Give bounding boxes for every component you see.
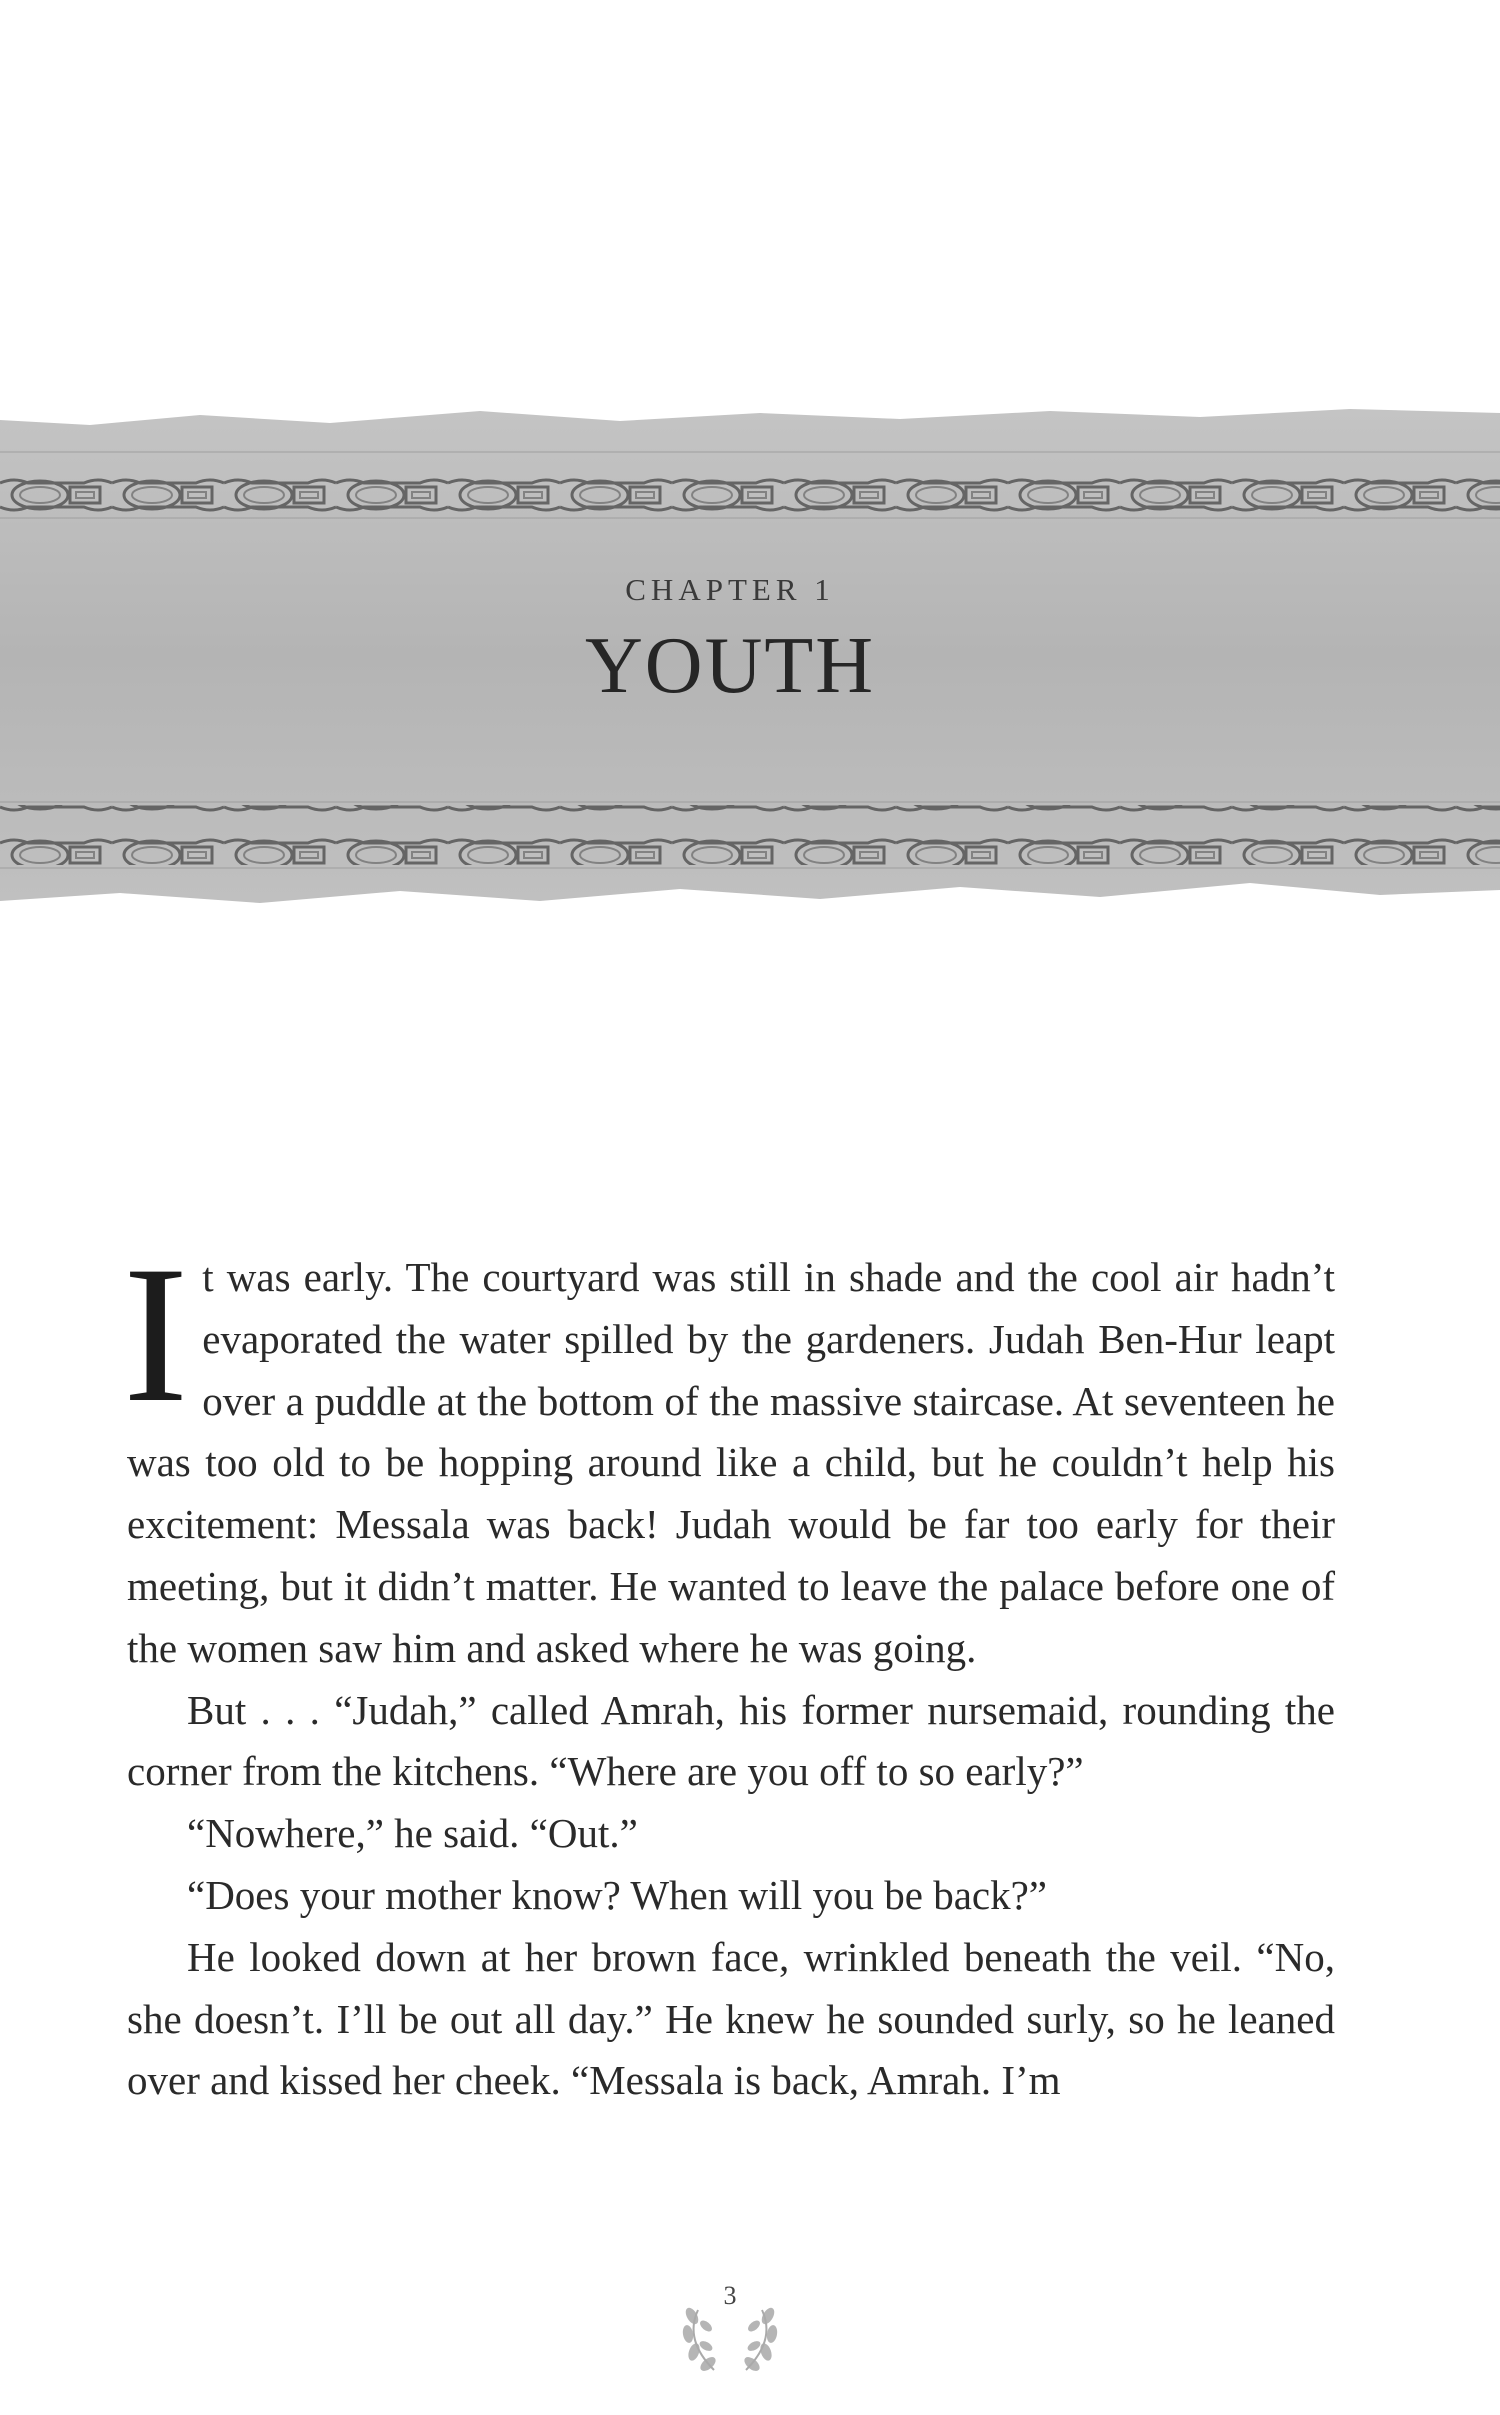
drop-cap: I xyxy=(123,1226,189,1443)
paragraph: He looked down at her brown face, wrinkled beneath the veil. “No, she doesn’t. I’ll be out all day.” He knew he sounded surly, so he leaned over and kissed her cheek. “Messala is back, Amrah. I’m xyxy=(127,1933,1335,2104)
paragraph xyxy=(123,1226,1335,1680)
chapter-title: YOUTH xyxy=(585,622,875,710)
paragraph-text: t was early. The courtyard was still in shade and the cool air hadn’t evaporated the water spilled by the gardeners. Judah Ben-Hur leapt over a puddle at the bottom of the massive staircase. At seventeen he was too old to be hopping around like a child, but he couldn’t help his excitement: Messala was back! Judah would be far too early for their meeting, but it didn’t matter. He wanted to leave the palace before one of the women saw him and asked where he was going. xyxy=(127,1254,1335,1671)
paragraph: “Does your mother know? When will you be back?” xyxy=(187,1871,1047,1918)
laurel-wreath-icon xyxy=(678,2300,782,2385)
page-number: 3 xyxy=(723,2281,737,2310)
chapter-label: CHAPTER 1 xyxy=(625,572,835,607)
paragraph: But . . . “Judah,” called Amrah, his former nursemaid, rounding the corner from the kitchens. “Where are you off to so early?” xyxy=(127,1686,1335,1795)
paragraph: “Nowhere,” he said. “Out.” xyxy=(187,1810,638,1857)
chapter-body xyxy=(123,1226,1335,2112)
